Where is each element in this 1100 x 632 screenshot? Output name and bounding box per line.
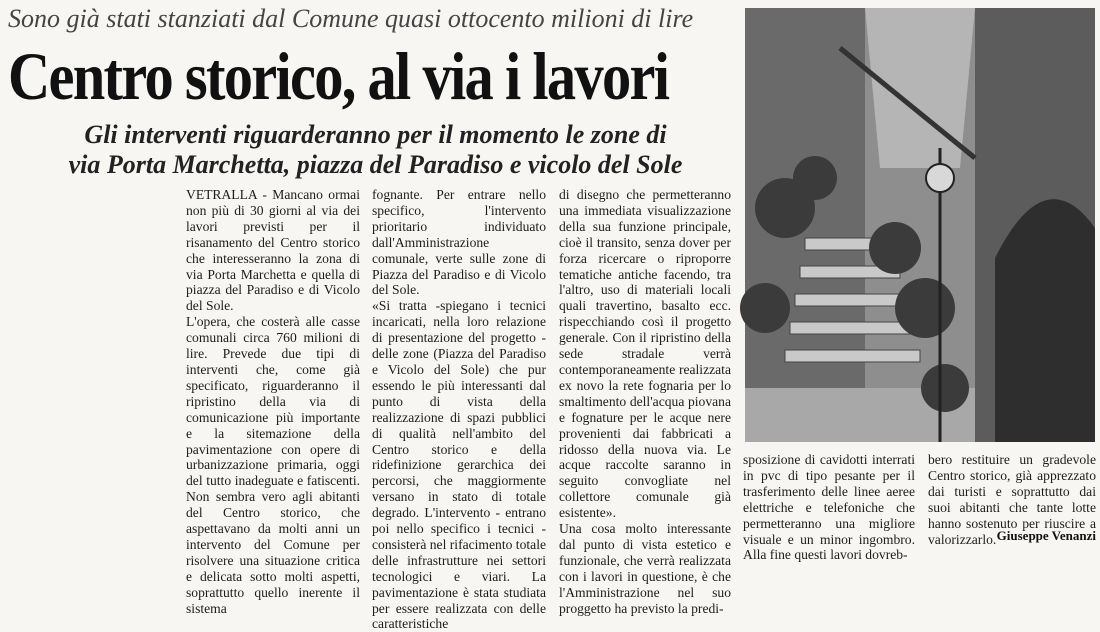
- paragraph: sposizione di cavidotti interrati in pvc di tipo pesante per il trasferimento delle linee aeree elettriche e telefoniche che permetteranno una migliore visuale e un minor ingombro. Alla fine questi lavori dovreb-: [743, 452, 915, 563]
- subheadline: [8, 120, 743, 180]
- article-column-4: [743, 452, 915, 563]
- subhead-line-2: via Porta Marchetta, piazza del Paradiso e vicolo del Sole: [68, 150, 683, 179]
- street-photo: [745, 8, 1095, 442]
- paragraph: fognante. Per entrare nello specifico, l'intervento prioritario individuato dall'Amministrazione comunale, verte sulle zone di Piazza del Paradiso e di Vicolo del Sole.: [372, 187, 546, 298]
- kicker: Sono già stati stanziati dal Comune quasi ottocento milioni di lire: [8, 4, 694, 33]
- article-column-3: [559, 187, 731, 616]
- article-column-1: [186, 187, 360, 616]
- paragraph: «Si tratta -spiegano i tecnici incaricati, nella loro relazione di presentazione del progetto - delle zone (Piazza del Paradiso e Vicolo del Sole) che pur essendo le più interessanti dal punto di vista della realizzazione di spazi pubblici di qualità nell'ambito del Centro storico e della ridefinizione gerarchica dei percorsi, che maggiormente versano in stato di totale degrado. L'intervento - entrano poi nello specifico i tecnici - consisterà nel rifacimento totale delle infrastrutture nei settori tecnologici e viari. La pavimentazione è stata studiata per essere realizzata con delle caratteristiche: [372, 298, 547, 632]
- byline: Giuseppe Venanzi: [996, 528, 1096, 543]
- subhead-line-1: Gli interventi riguarderanno per il momento le zone di: [84, 120, 667, 149]
- paragraph: bero restituire un gradevole Centro storico, già apprezzato dai turisti e soprattutto dai suoi abitanti che tante lotte hanno sostenuto per riuscire a valorizzarlo.: [928, 452, 1096, 547]
- headline: Centro storico, al via i lavori: [8, 38, 669, 114]
- paragraph: Una cosa molto interessante dal punto di vista estetico e funzionale, che verrà realizzata con i lavori in questione, è che l'Amministrazione nel suo proggetto ha previsto la predi-: [559, 521, 731, 616]
- paragraph: di disegno che permetteranno una immediata visualizzazione della sua funzione principale, cioè il transito, senza dover per forza ricercare o riproporre tematiche antiche facendo, tra l'altro, uso di materiali locali quali travertino, basalto ecc. rispecchiando così il progetto generale. Con il ripristino della sede stradale verrà contemporaneamente realizzata ex novo la rete fognaria per lo smaltimento dell'acqua piovana e fognature per le acque nere provenienti dai fabbricati a ridosso della nuova via. Le acque raccolte saranno in seguito convogliate nel collettore comunale già esistente».: [559, 187, 731, 521]
- paragraph: L'opera, che costerà alle casse comunali circa 760 milioni di lire. Prevede due tipi di interventi che, come già specificato, riguarderanno il ripristino della via di comunicazione più importante e la sitemazione della pavimentazione con opere di urbanizzazione primaria, oggi del tutto inadeguate e fatiscenti. Non sembra vero agli abitanti del Centro storico, che aspettavano da molti anni un intervento del Comune per risolvere una situazione critica e delicata sotto molti aspetti, soprattutto quello inerente il sistema: [186, 314, 360, 616]
- paragraph: VETRALLA - Mancano ormai non più di 30 giorni al via dei lavori previsti per il risanamento del Centro storico che interesseranno la zona di via Porta Marchetta e quella di piazza del Paradiso e di Vicolo del Sole.: [186, 187, 360, 314]
- article-column-2: [372, 187, 547, 632]
- street-photo-icon: [745, 8, 1095, 442]
